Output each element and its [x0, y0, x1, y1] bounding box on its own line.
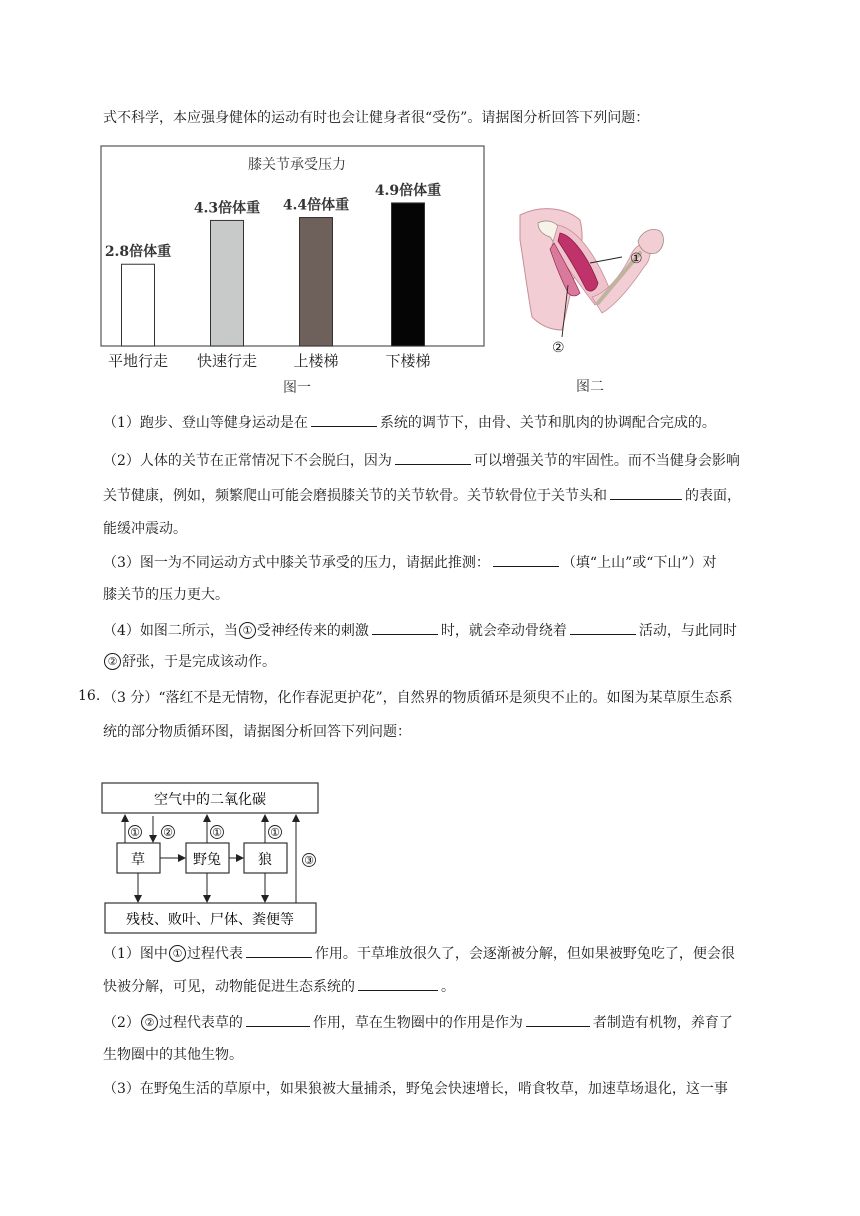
answer-blank[interactable] [526, 1012, 590, 1027]
q16-p2-text-b: 过程代表草的 [158, 1015, 243, 1031]
q16-p2-line1 [103, 1012, 733, 1033]
circled-two: ② [104, 653, 121, 670]
decomposer-material-label: 残枝、败叶、尸体、粪便等 [126, 912, 294, 928]
q15-p2-line3: 能缓冲震动。 [103, 521, 187, 537]
chart-title: 膝关节承受压力 [248, 157, 346, 173]
diagram-label-1a: ① [130, 826, 140, 839]
bar-2 [211, 220, 244, 346]
diagram-label-2: ② [163, 826, 173, 839]
q16-p2-text-a: （2） [103, 1015, 140, 1031]
q16-p3-line1: （3）在野兔生活的草原中，如果狼被大量捕杀，野兔会快速增长，啃食牧草，加速草场退化，这一事 [103, 1081, 728, 1097]
diagram-label-3: ③ [304, 854, 314, 867]
q16-p2-line2: 生物圈中的其他生物。 [103, 1047, 243, 1063]
q15-p3-line2: 膝关节的压力更大。 [103, 587, 229, 603]
q16-p1-text-c: 作用。干草堆放很久了，会逐渐被分解，但如果被野兔吃了，便会很 [314, 946, 735, 962]
figure2-caption: 图二 [576, 379, 604, 395]
q15-p1-text-b: 系统的调节下，由骨、关节和肌肉的协调配合完成的。 [379, 415, 716, 431]
knee-pressure-bar-chart [100, 145, 486, 395]
q16-p1-text-e: 。 [441, 979, 455, 995]
q15-p4-text-d: 活动，与此同时 [638, 623, 737, 639]
bar-value-label-1: 2.8倍体重 [104, 244, 172, 261]
answer-blank[interactable] [311, 412, 377, 427]
answer-blank[interactable] [246, 1012, 310, 1027]
q15-p2-text-c: 关节健康，例如，频繁爬山可能会磨损膝关节的关节软骨。关节软骨位于关节头和 [103, 488, 607, 504]
q16-p1-text-d: 快被分解，可见，动物能促进生态系统的 [103, 979, 355, 995]
category-label-3: 上楼梯 [293, 352, 339, 370]
q16-p1-text-b: 过程代表 [186, 946, 243, 962]
question-number-16: 16. [78, 688, 101, 704]
q15-p3-text-b: （填“上山”或“下山”）对 [561, 555, 717, 571]
circled-two: ② [141, 1014, 158, 1031]
figure1-caption: 图一 [283, 380, 311, 395]
q15-p4-line2 [103, 652, 276, 672]
answer-blank[interactable] [395, 450, 471, 465]
q15-p4-line1 [103, 620, 737, 641]
figure2-label-2: ② [552, 340, 565, 356]
bar-4 [392, 203, 425, 346]
matter-cycle-diagram [100, 780, 330, 935]
q16-p2-text-d: 者制造有机物，养育了 [592, 1015, 733, 1031]
q15-p1-text-a: （1）跑步、登山等健身运动是在 [103, 415, 308, 431]
air-co2-label: 空气中的二氧化碳 [154, 792, 266, 808]
q16-p1-line1 [103, 943, 735, 964]
circled-one: ① [239, 622, 256, 639]
bar-3 [300, 218, 333, 346]
circled-one: ① [169, 945, 186, 962]
q15-p4-text-e: 舒张，于是完成该动作。 [122, 654, 276, 670]
figure2-label-1: ① [630, 251, 643, 267]
q15-p3-line1 [103, 552, 717, 573]
grass-label: 草 [131, 852, 145, 868]
bar-value-label-3: 4.4倍体重 [282, 197, 350, 214]
q15-p4-text-a: （4）如图二所示，当 [103, 623, 238, 639]
q15-p2-text-a: （2）人体的关节在正常情况下不会脱臼，因为 [103, 453, 392, 469]
diagram-label-1b: ① [212, 826, 222, 839]
q15-p3-text-a: （3）图一为不同运动方式中膝关节承受的压力，请据此推测： [103, 555, 490, 571]
answer-blank[interactable] [493, 552, 559, 567]
q16-head-line1: （3 分）“落红不是无情物，化作春泥更护花”，自然界的物质循环是须臾不止的。如图为某草原生态系 [103, 690, 733, 706]
q16-head-line2: 统的部分物质循环图，请据图分析回答下列问题： [103, 724, 411, 740]
category-label-4: 下楼梯 [385, 352, 431, 370]
answer-blank[interactable] [358, 976, 438, 991]
category-label-1: 平地行走 [107, 352, 169, 370]
bar-value-label-4: 4.9倍体重 [374, 182, 442, 199]
q15-p2-line1 [103, 450, 740, 471]
q16-p1-line2 [103, 976, 455, 997]
answer-blank[interactable] [246, 943, 312, 958]
q15-p2-text-b: 可以增强关节的牢固性。而不当健身会影响 [473, 453, 740, 469]
q15-p1 [103, 412, 716, 433]
category-label-2: 快速行走 [196, 352, 258, 370]
diagram-label-1c: ① [270, 826, 280, 839]
bar-1 [122, 264, 155, 346]
q15-p2-text-d: 的表面， [685, 488, 741, 504]
q15-p2-line2 [103, 485, 741, 506]
bar-value-label-2: 4.3倍体重 [193, 200, 261, 217]
rabbit-label: 野兔 [193, 852, 221, 868]
q16-p1-text-a: （1）图中 [103, 946, 168, 962]
q15-p4-text-c: 时，就会牵动骨绕着 [440, 623, 567, 639]
q15-p4-text-b: 受神经传来的刺激 [256, 623, 369, 639]
answer-blank[interactable] [610, 485, 682, 500]
answer-blank[interactable] [570, 620, 636, 635]
wolf-label: 狼 [258, 852, 272, 868]
q16-p2-text-c: 作用，草在生物圈中的作用是作为 [312, 1015, 523, 1031]
answer-blank[interactable] [372, 620, 438, 635]
intro-line: 式不科学，本应强身健体的运动有时也会让健身者很“受伤”。请据图分析回答下列问题： [103, 110, 650, 126]
arm-muscle-figure [510, 205, 680, 400]
